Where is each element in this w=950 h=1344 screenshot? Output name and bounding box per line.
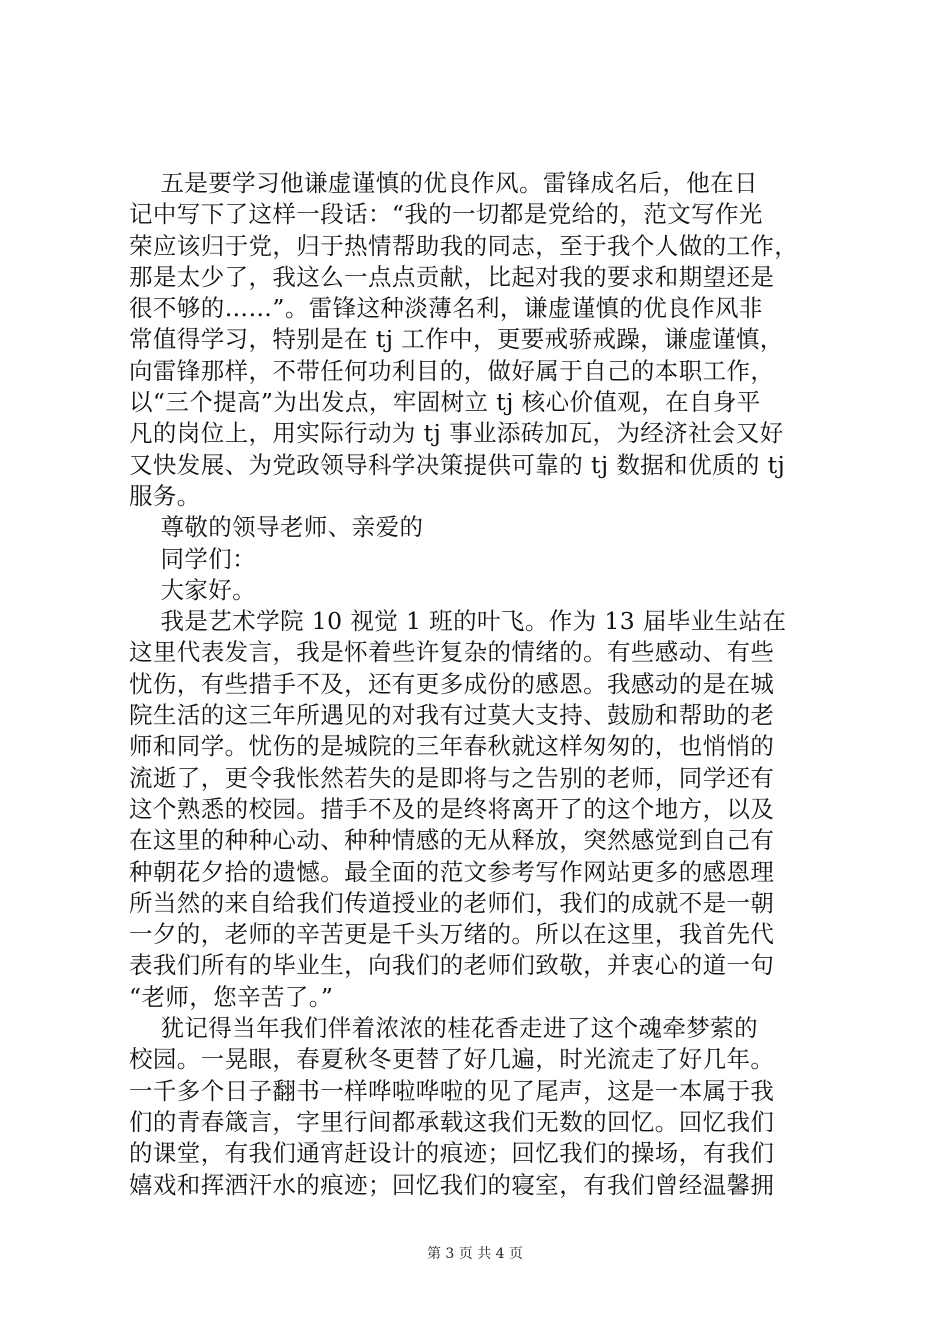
text-line: 很不够的……”。雷锋这种淡薄名利，谦虚谨慎的优良作风非 [129, 294, 763, 323]
text-line: 忧伤，有些措手不及，还有更多成份的感恩。我感动的是在城 [129, 669, 775, 698]
text-line: 所当然的来自给我们传道授业的老师们，我们的成就不是一朝 [129, 888, 775, 917]
text-line: 这里代表发言，我是怀着些许复杂的情绪的。有些感动、有些 [129, 638, 775, 667]
text-line: 凡的岗位上，用实际行动为 tj 事业添砖加瓦，为经济社会又好 [129, 419, 784, 448]
page-footer [0, 1244, 950, 1264]
text-line: 大家好。 [129, 575, 257, 604]
text-line: 在这里的种种心动、种种情感的无从释放，突然感觉到自己有 [129, 826, 775, 855]
text-line: 表我们所有的毕业生，向我们的老师们致敬，并衷心的道一句 [129, 951, 775, 980]
text-line: 荣应该归于党，归于热情帮助我的同志，至于我个人做的工作， [129, 231, 799, 260]
text-line: 一夕的，老师的辛苦更是千头万绪的。所以在这里，我首先代 [129, 920, 775, 949]
text-line: 嬉戏和挥洒汗水的痕迹；回忆我们的寝室，有我们曾经温馨拥 [129, 1170, 775, 1199]
text-line: 种朝花夕拾的遗憾。最全面的范文参考写作网站更多的感恩理 [129, 857, 775, 886]
text-line: 流逝了，更令我怅然若失的是即将与之告别的老师，同学还有 [129, 763, 775, 792]
text-line: 的课堂，有我们通宵赶设计的痕迹；回忆我们的操场，有我们 [129, 1139, 775, 1168]
text-line: 我是艺术学院 10 视觉 1 班的叶飞。作为 13 届毕业生站在 [129, 607, 787, 636]
text-line: 五是要学习他谦虚谨慎的优良作风。雷锋成名后，他在日 [129, 169, 758, 197]
text-line: 以“三个提高”为出发点，牢固树立 tj 核心价值观，在自身平 [129, 388, 761, 417]
text-line: 犹记得当年我们伴着浓浓的桂花香走进了这个魂牵梦萦的 [129, 1014, 758, 1043]
text-line: 向雷锋那样，不带任何功利目的，做好属于自己的本职工作， [129, 356, 775, 385]
text-line: 常值得学习，特别是在 tj 工作中，更要戒骄戒躁，谦虚谨慎， [129, 325, 784, 354]
text-line: 同学们： [129, 544, 257, 573]
text-line: 那是太少了，我这么一点点贡献，比起对我的要求和期望还是 [129, 262, 775, 291]
text-line: 师和同学。忧伤的是城院的三年春秋就这样匆匆的，也悄悄的 [129, 732, 775, 761]
text-line: “老师，您辛苦了。” [129, 982, 334, 1011]
text-line: 一千多个日子翻书一样哗啦哗啦的见了尾声，这是一本属于我 [129, 1076, 775, 1105]
text-line: 院生活的这三年所遇见的对我有过莫大支持、鼓励和帮助的老 [129, 701, 775, 730]
text-line: 这个熟悉的校园。措手不及的是终将离开了的这个地方，以及 [129, 794, 775, 823]
text-line: 校园。一晃眼，春夏秋冬更替了好几遍，时光流走了好几年。 [129, 1045, 775, 1074]
text-line: 又快发展、为党政领导科学决策提供可靠的 tj 数据和优质的 tj [129, 450, 786, 479]
text-line: 记中写下了这样一段话：“我的一切都是党给的，范文写作光 [129, 200, 763, 229]
document-body [129, 168, 829, 1201]
page-number-label: 第 3 页 共 4 页 [426, 1246, 524, 1262]
text-line: 尊敬的领导老师、亲爱的 [129, 513, 424, 542]
text-line: 服务。 [129, 481, 201, 510]
text-line: 们的青春箴言，字里行间都承载这我们无数的回忆。回忆我们 [129, 1107, 775, 1136]
